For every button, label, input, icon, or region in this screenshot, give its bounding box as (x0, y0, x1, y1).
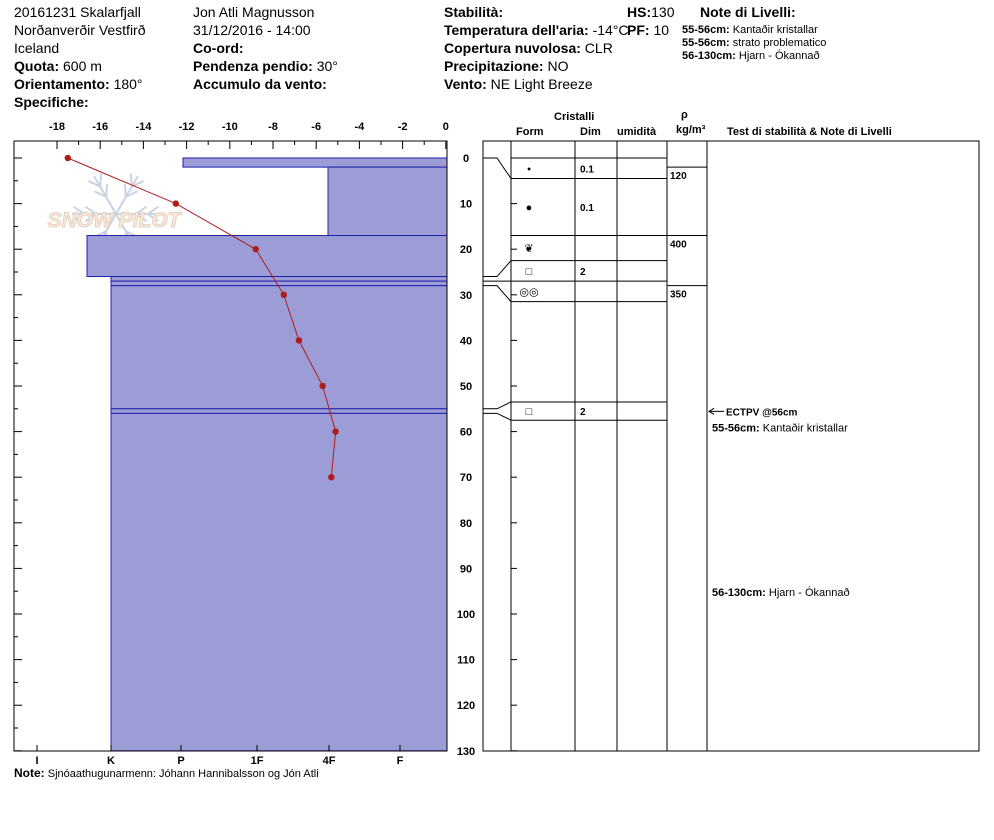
grain-size: 0.1 (580, 164, 594, 176)
hs-label: HS: (627, 4, 652, 20)
hardness-tick-label: F (396, 755, 404, 767)
layer-notes-title: Note di Livelli: (700, 4, 796, 20)
temp-tick-label: 0 (442, 121, 449, 133)
pf-value: 10 (653, 22, 670, 38)
layer-connector (483, 402, 511, 409)
temp-tick-label: -2 (397, 121, 408, 133)
slope-label: Pendenza pendio: (193, 58, 313, 74)
elevation-value: 600 m (63, 58, 102, 74)
hardness-tick-label: 1F (250, 755, 264, 767)
layer-note-text: Kantaðir kristallar (732, 24, 818, 36)
hs-value: 130 (651, 4, 675, 20)
temp-tick-label: -16 (92, 121, 109, 133)
depth-tick-label: 80 (459, 517, 473, 530)
note-label: Note: (14, 766, 45, 780)
density-symbol: ρ (681, 109, 688, 121)
cloud-label: Copertura nuvolosa: (444, 40, 581, 56)
depth-tick-label: 40 (459, 335, 473, 348)
temperature-point (253, 246, 259, 252)
hardness-layers (87, 158, 447, 751)
air-temp-value: -14°C (592, 22, 629, 38)
temp-tick-label: -14 (135, 121, 152, 133)
depth-tick-label: 110 (457, 654, 475, 667)
hardness-layer (111, 281, 447, 286)
snowflake-branch (125, 184, 126, 197)
layer-note-text: strato problematico (732, 37, 827, 49)
temperature-point (319, 383, 325, 389)
pf-label: PF: (627, 22, 650, 38)
temperature-point (173, 200, 179, 206)
density-unit: kg/m³ (676, 124, 706, 136)
size-header: Dim (580, 126, 601, 138)
temp-tick-label: -4 (354, 121, 365, 133)
wind-loading-label: Accumulo da vento: (193, 76, 327, 92)
aspect-label: Orientamento: (14, 76, 110, 92)
grain-form-icon: • (527, 163, 531, 176)
layer-note-range: 56-130cm: (682, 50, 736, 62)
grain-size: 2 (580, 266, 586, 278)
pit-id: 20161231 Skalarfjall (14, 4, 141, 20)
grain-form-icon: ❦ (524, 243, 534, 256)
air-temp-label: Temperatura dell'aria: (444, 22, 589, 38)
grain-form-icon: ◎◎ (519, 286, 539, 299)
specifics-label: Specifiche: (14, 94, 89, 110)
layer-connector (483, 158, 511, 179)
table-frame (483, 141, 979, 751)
watermark-text: SNOW PILOT (47, 209, 181, 232)
precip-label: Precipitazione: (444, 58, 544, 74)
grain-size: 2 (580, 407, 586, 419)
elevation-label: Quota: (14, 58, 60, 74)
hardness-layer (111, 409, 447, 414)
layer-connector (483, 261, 511, 277)
temp-tick-label: -10 (221, 121, 238, 133)
grain-form-icon: □ (525, 406, 533, 419)
depth-tick-label: 50 (459, 381, 473, 393)
density-value: 350 (670, 289, 687, 301)
note-text: Sjnóaathugunarmenn: Jóhann Hannibalsson og Jón Atli (47, 768, 319, 780)
crystals-header: Cristalli (554, 111, 595, 123)
grain-size: 0.1 (580, 203, 594, 215)
stratigraphy-table (483, 141, 979, 751)
cloud-value: CLR (584, 40, 613, 56)
hardness-layer (87, 236, 447, 277)
depth-tick-label: 0 (462, 153, 470, 165)
temp-tick-label: -8 (268, 121, 278, 133)
temp-tick-label: -18 (49, 121, 65, 133)
hardness-layer (111, 286, 447, 409)
layer-note (712, 586, 850, 599)
coord-label: Co-ord: (193, 40, 244, 56)
layer-note-text: Kantaðir kristallar (759, 422, 848, 435)
depth-tick-label: 90 (459, 563, 473, 576)
tests-header: Test di stabilità & Note di Livelli (727, 126, 892, 138)
country: Iceland (14, 40, 60, 56)
depth-tick-label: 100 (456, 609, 476, 621)
layer-connector (483, 286, 511, 302)
layer-note-range: 55-56cm: (712, 422, 760, 435)
density-value: 400 (670, 239, 687, 251)
layer-note-text: Hjarn - Ókannað (738, 50, 820, 62)
hardness-layer (328, 167, 447, 235)
depth-tick-label: 120 (456, 700, 476, 713)
slope-value: 30° (316, 58, 338, 74)
hardness-tick-label: K (107, 755, 115, 767)
depth-tick-label: 10 (459, 198, 473, 211)
hardness-tick-label: I (35, 755, 39, 767)
form-header: Form (516, 126, 544, 138)
precip-value: NO (547, 58, 569, 74)
snowflake-branch (106, 184, 107, 197)
layer-note-text: Hjarn - Ókannað (765, 586, 850, 599)
hardness-layer (111, 277, 447, 282)
hardness-layer (111, 413, 447, 750)
stability-label: Stabilità: (444, 4, 504, 20)
hardness-tick-label: P (177, 755, 185, 767)
temperature-point (281, 292, 287, 298)
grain-form-icon: ● (525, 202, 533, 215)
depth-tick-label: 130 (456, 745, 476, 758)
snowflake-branch (100, 174, 101, 187)
temp-tick-label: -12 (178, 121, 195, 133)
hardness-layer (183, 158, 447, 167)
wind-value: NE Light Breeze (490, 76, 593, 92)
density-value: 120 (670, 171, 687, 183)
datetime: 31/12/2016 - 14:00 (193, 22, 311, 38)
observer: Jon Atli Magnusson (193, 4, 315, 20)
temp-tick-label: -6 (311, 121, 322, 133)
hardness-tick-label: 4F (322, 755, 336, 767)
temperature-point (65, 155, 71, 161)
test-result: ECTPV @56cm (726, 407, 798, 419)
depth-tick-label: 30 (459, 289, 473, 302)
depth-tick-label: 20 (459, 244, 473, 257)
temperature-point (296, 337, 302, 343)
depth-tick-label: 60 (459, 426, 473, 439)
layer-note-range: 56-130cm: (712, 586, 766, 599)
layer-note-range: 55-56cm: (682, 37, 730, 49)
temperature-point (332, 428, 338, 434)
moisture-header: umidità (617, 126, 657, 138)
layer-connector (483, 413, 511, 420)
layer-note-range: 55-56cm: (682, 24, 730, 36)
depth-tick-label: 70 (459, 472, 473, 485)
wind-label: Vento: (444, 76, 487, 92)
aspect-value: 180° (113, 76, 143, 92)
region: Norðanverðir Vestfirð (14, 22, 146, 38)
layer-note (712, 423, 848, 435)
temperature-point (328, 474, 334, 480)
grain-form-icon: □ (525, 265, 533, 278)
